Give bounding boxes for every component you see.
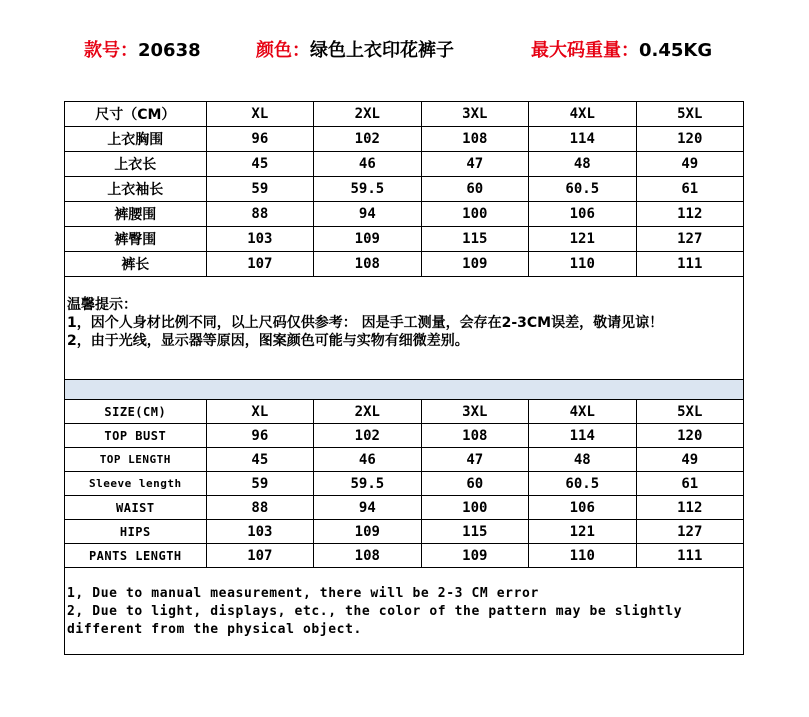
en-size-value: 111 (636, 544, 744, 568)
style-number-value: 20638 (138, 40, 201, 61)
cn-size-column-header: 4XL (529, 102, 636, 127)
cn-size-value: 100 (421, 202, 528, 227)
cn-size-value: 114 (529, 127, 636, 152)
cn-size-value: 47 (421, 152, 528, 177)
cn-size-header: 尺寸（CM） (65, 102, 207, 127)
en-size-column-header: 3XL (421, 400, 528, 424)
cn-size-column-header: 5XL (636, 102, 744, 127)
cn-measure-label: 上衣胸围 (65, 127, 207, 152)
color-info (256, 36, 454, 62)
cn-size-column-header: 2XL (314, 102, 421, 127)
en-measure-label: HIPS (65, 520, 207, 544)
cn-size-value: 49 (636, 152, 744, 177)
cn-size-value: 106 (529, 202, 636, 227)
cn-size-value: 88 (206, 202, 313, 227)
cn-measure-label: 裤长 (65, 252, 207, 277)
cn-size-value: 107 (206, 252, 313, 277)
cn-size-column-header: 3XL (421, 102, 528, 127)
en-measure-label: Sleeve length (65, 472, 207, 496)
cn-size-value: 115 (421, 227, 528, 252)
en-size-value: 59 (206, 472, 313, 496)
cn-size-value: 109 (314, 227, 421, 252)
en-measure-label: WAIST (65, 496, 207, 520)
cn-measure-label: 上衣长 (65, 152, 207, 177)
color-label: 颜色： (256, 40, 310, 61)
en-row (65, 544, 744, 568)
color-value: 绿色上衣印花裤子 (310, 40, 454, 61)
en-size-value: 114 (529, 424, 636, 448)
cn-size-value: 103 (206, 227, 313, 252)
weight-value: 0.45KG (639, 40, 713, 61)
cn-size-value: 48 (529, 152, 636, 177)
en-size-value: 61 (636, 472, 744, 496)
en-row (65, 472, 744, 496)
en-size-value: 127 (636, 520, 744, 544)
size-chart-frame (64, 101, 744, 655)
cn-row (65, 127, 744, 152)
cn-measure-label: 上衣袖长 (65, 177, 207, 202)
cn-size-value: 46 (314, 152, 421, 177)
cn-row (65, 177, 744, 202)
en-size-value: 115 (421, 520, 528, 544)
en-size-value: 103 (206, 520, 313, 544)
en-size-value: 121 (529, 520, 636, 544)
tips-en-line-1: 1, Due to manual measurement, there will be 2-3 CM error (67, 586, 539, 601)
cn-size-value: 59 (206, 177, 313, 202)
cn-row (65, 227, 744, 252)
en-size-value: 112 (636, 496, 744, 520)
cn-size-value: 109 (421, 252, 528, 277)
en-size-value: 107 (206, 544, 313, 568)
cn-size-value: 110 (529, 252, 636, 277)
en-size-column-header: XL (206, 400, 313, 424)
en-size-value: 45 (206, 448, 313, 472)
cn-size-value: 108 (421, 127, 528, 152)
product-header (0, 36, 809, 62)
tips-title: 温馨提示： (67, 297, 137, 313)
cn-size-value: 102 (314, 127, 421, 152)
cn-size-value: 127 (636, 227, 744, 252)
cn-size-value: 61 (636, 177, 744, 202)
size-table-chinese (64, 101, 744, 277)
cn-size-value: 45 (206, 152, 313, 177)
en-size-value: 109 (421, 544, 528, 568)
en-measure-label: TOP LENGTH (65, 448, 207, 472)
cn-measure-label: 裤腰围 (65, 202, 207, 227)
en-size-value: 88 (206, 496, 313, 520)
cn-header-row (65, 102, 744, 127)
en-size-value: 108 (421, 424, 528, 448)
cn-size-value: 96 (206, 127, 313, 152)
cn-size-value: 121 (529, 227, 636, 252)
weight-label: 最大码重量： (531, 40, 639, 61)
cn-row (65, 202, 744, 227)
en-size-column-header: 2XL (314, 400, 421, 424)
en-size-value: 49 (636, 448, 744, 472)
en-row (65, 448, 744, 472)
en-size-column-header: 5XL (636, 400, 744, 424)
en-size-value: 59.5 (314, 472, 421, 496)
en-size-value: 106 (529, 496, 636, 520)
en-size-column-header: 4XL (529, 400, 636, 424)
cn-size-column-header: XL (206, 102, 313, 127)
cn-measure-label: 裤臀围 (65, 227, 207, 252)
cn-size-value: 94 (314, 202, 421, 227)
cn-size-value: 112 (636, 202, 744, 227)
en-size-header: SIZE(CM) (65, 400, 207, 424)
en-size-value: 120 (636, 424, 744, 448)
en-measure-label: PANTS LENGTH (65, 544, 207, 568)
cn-size-value: 108 (314, 252, 421, 277)
en-size-value: 96 (206, 424, 313, 448)
size-table-english (64, 399, 744, 568)
tips-en-line-2: 2, Due to light, displays, etc., the color of the pattern may be slightly different from the physical object. (67, 604, 683, 637)
en-size-value: 94 (314, 496, 421, 520)
tips-chinese (67, 296, 743, 350)
style-number-label: 款号： (84, 40, 138, 61)
en-size-value: 110 (529, 544, 636, 568)
en-row (65, 520, 744, 544)
en-size-value: 60 (421, 472, 528, 496)
en-row (65, 424, 744, 448)
en-header-row (65, 400, 744, 424)
en-size-value: 46 (314, 448, 421, 472)
cn-size-value: 60 (421, 177, 528, 202)
en-size-value: 47 (421, 448, 528, 472)
cn-size-value: 59.5 (314, 177, 421, 202)
cn-size-value: 120 (636, 127, 744, 152)
en-size-value: 100 (421, 496, 528, 520)
tips-english (67, 585, 743, 639)
en-row (65, 496, 744, 520)
cn-row (65, 252, 744, 277)
en-size-value: 102 (314, 424, 421, 448)
max-size-weight (531, 36, 712, 62)
cn-size-value: 111 (636, 252, 744, 277)
cn-size-value: 60.5 (529, 177, 636, 202)
en-size-value: 48 (529, 448, 636, 472)
en-size-value: 108 (314, 544, 421, 568)
cn-row (65, 152, 744, 177)
section-divider-band (65, 379, 743, 400)
en-size-value: 60.5 (529, 472, 636, 496)
en-measure-label: TOP BUST (65, 424, 207, 448)
tips-line-2: 2，由于光线，显示器等原因，图案颜色可能与实物有细微差别。 (67, 333, 469, 349)
en-size-value: 109 (314, 520, 421, 544)
tips-line-1: 1，因个人身材比例不同，以上尺码仅供参考： 因是手工测量，会存在2-3CM误差，敬请见谅！ (67, 315, 664, 331)
style-number (84, 36, 201, 62)
